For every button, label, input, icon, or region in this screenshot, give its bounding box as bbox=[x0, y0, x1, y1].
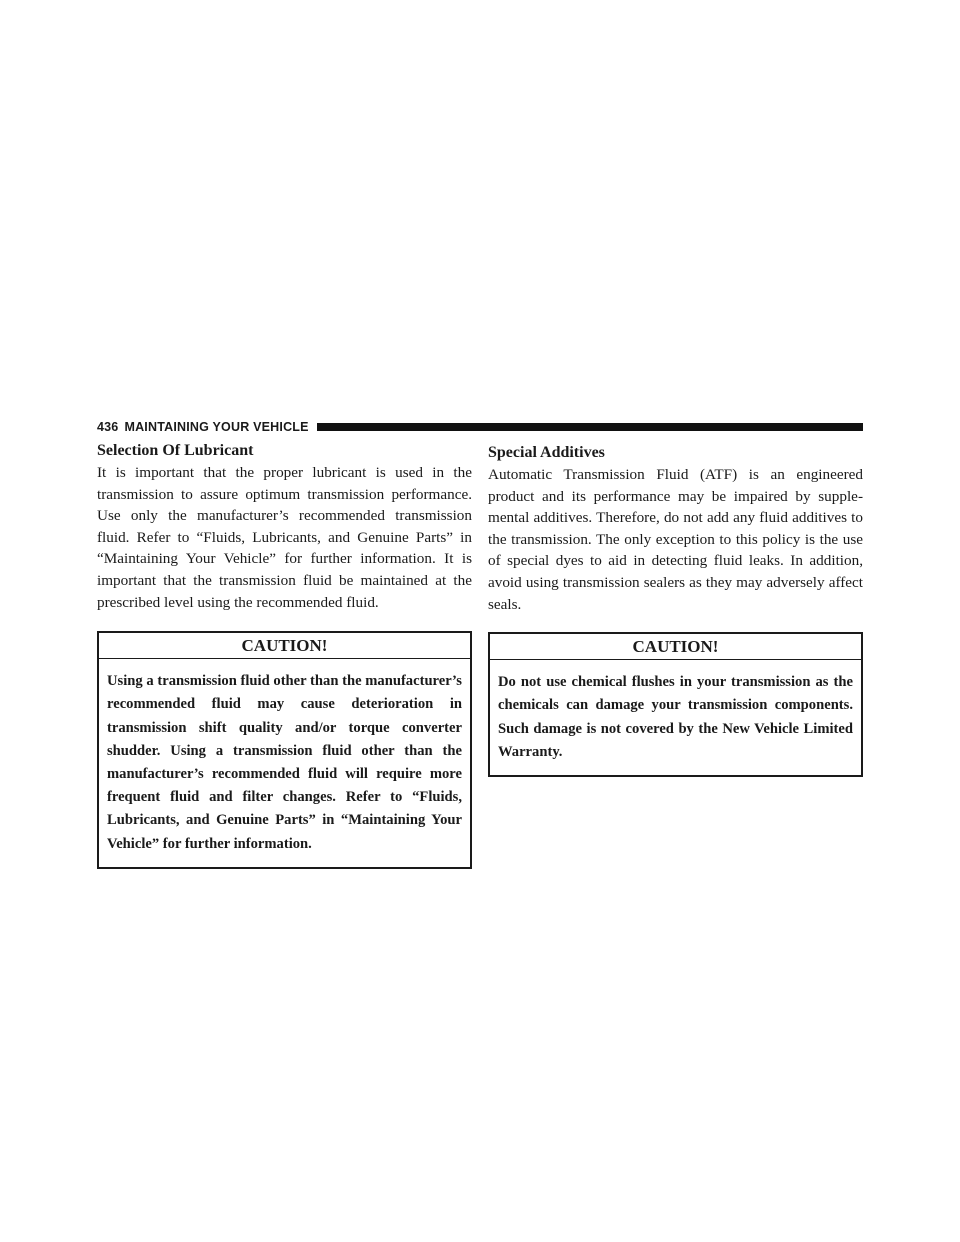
caution-title: CAUTION! bbox=[490, 634, 861, 660]
caution-box-fluid bbox=[97, 631, 472, 869]
caution-text: Do not use chemical flushes in your transmission as the chemicals can damage your transmission components. Such damage is not covered by the New Vehicle Limited Warranty. bbox=[498, 674, 853, 760]
header-rule bbox=[317, 423, 863, 431]
right-column bbox=[488, 440, 863, 777]
section-heading-lubricant: Selection Of Lubricant bbox=[97, 442, 254, 459]
section-heading-additives: Special Additives bbox=[488, 444, 605, 461]
section-title: MAINTAINING YOUR VEHICLE bbox=[124, 420, 309, 434]
caution-box-flushes bbox=[488, 632, 863, 777]
page-header bbox=[97, 418, 863, 436]
caution-title: CAUTION! bbox=[99, 633, 470, 659]
paragraph-additives: Automatic Transmission Fluid (ATF) is an engineered product and its performance may be impaired by supplemental additives. Therefore, do not add any fluid additives to the transmission. The only exception to this policy is the use of special dyes to aid in detecting fluid leaks. In addition, avoid using transmission sealers as they may adversely affect seals. bbox=[488, 466, 863, 613]
paragraph-lubricant: It is important that the proper lubricant is used in the transmission to assure optimum transmission performance. Use only the manufacturer’s recommended transmission fluid. Refer to “Fluids, Lubricants, and Genuine Parts” in “Maintaining Your Vehicle” for further information. It is important that the transmission fluid be maintained at the prescribed level using the recommended fluid. bbox=[97, 464, 472, 611]
page-number: 436 bbox=[97, 420, 119, 434]
caution-text: Using a transmission fluid other than the manufacturer’s recommended fluid may cause deterioration in transmission shift quality and/or torque converter shudder. Using a transmission fluid other than the manufacturer’s recommended fluid will require more frequent fluid and filter changes. Refer to “Fluids, Lubricants, and Genuine Parts” in “Maintaining Your Vehicle” for further information. bbox=[107, 673, 462, 852]
left-column bbox=[97, 440, 472, 869]
